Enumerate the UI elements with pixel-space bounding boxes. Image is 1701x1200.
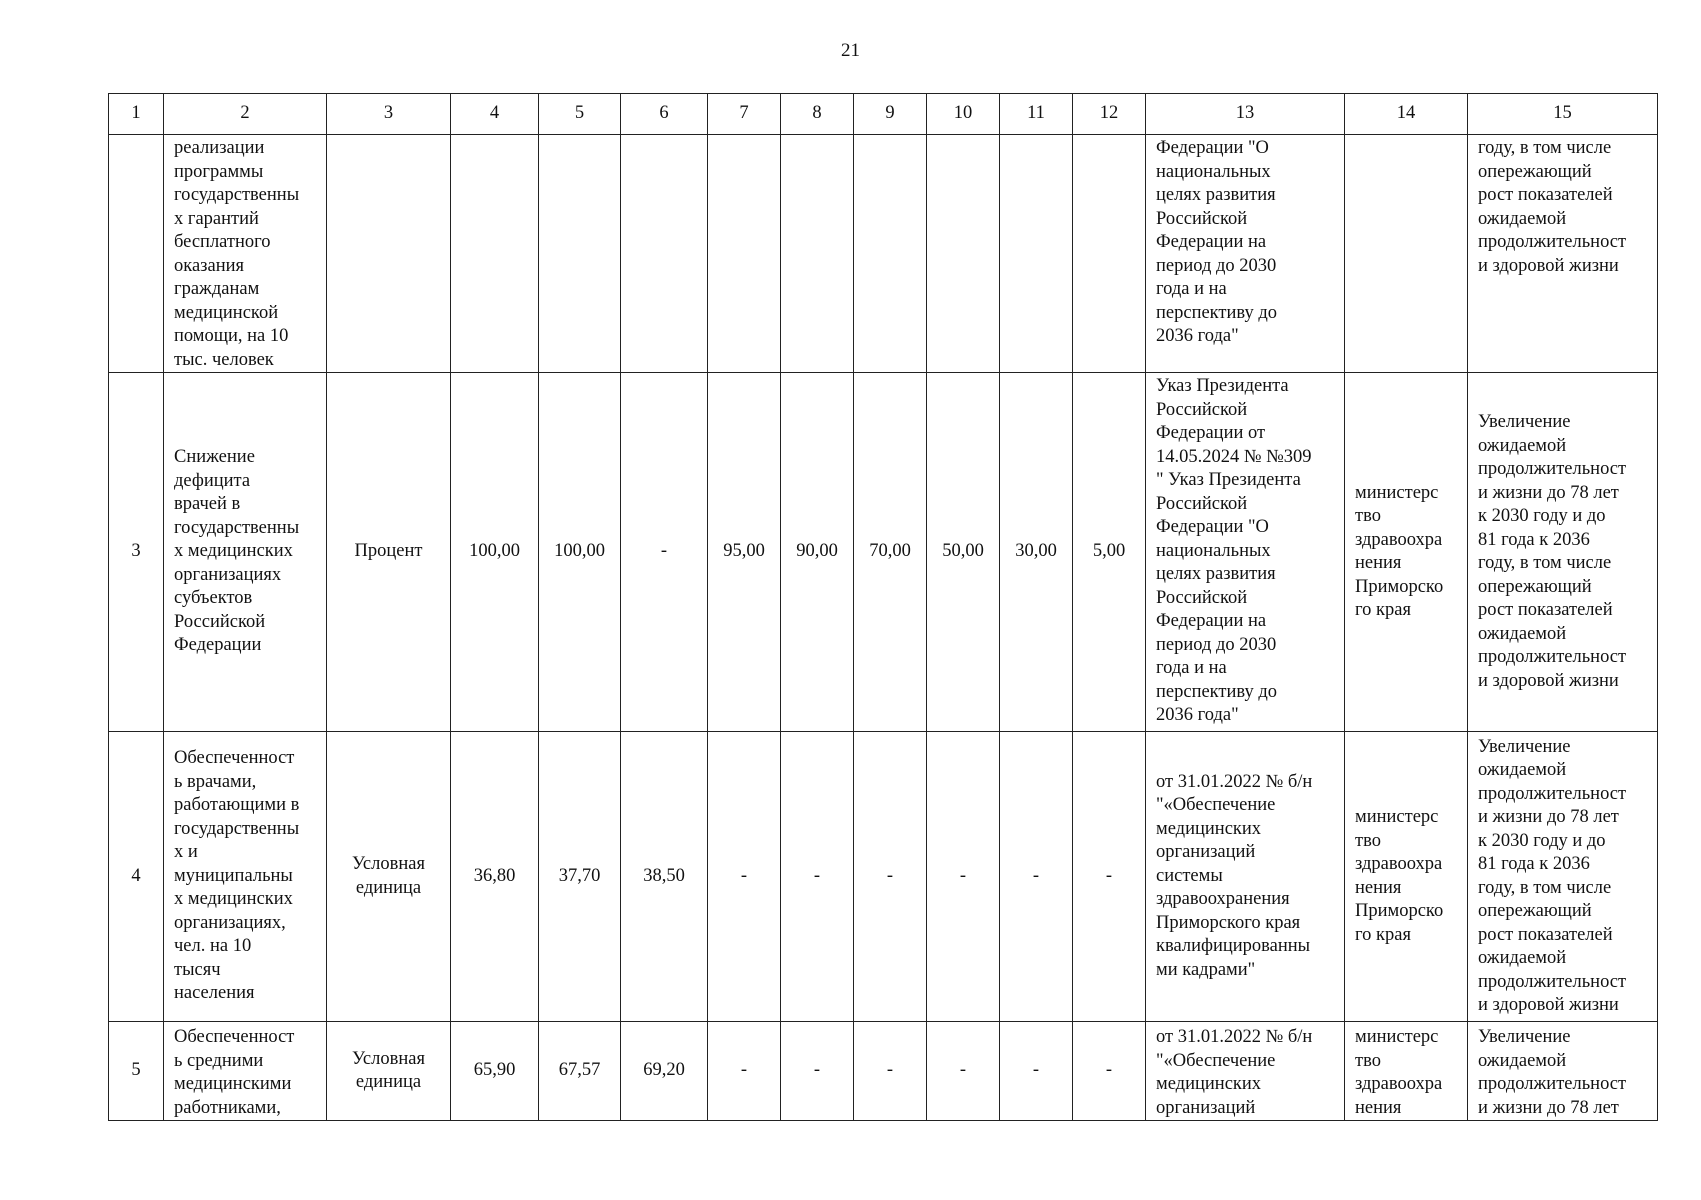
column-header: 11 <box>1000 94 1073 135</box>
column-header: 5 <box>539 94 621 135</box>
value-cell: 30,00 <box>1000 373 1073 732</box>
value-cell: 100,00 <box>451 373 539 732</box>
value-cell: - <box>927 1022 1000 1121</box>
row-number: 4 <box>109 732 164 1022</box>
table-header-row <box>109 94 1658 135</box>
column-header: 13 <box>1146 94 1345 135</box>
value-cell <box>539 135 621 373</box>
indicator-name: Обеспеченност ь средними медицинскими работниками, <box>164 1022 327 1121</box>
column-header: 15 <box>1468 94 1658 135</box>
value-cell <box>621 135 708 373</box>
column-header: 10 <box>927 94 1000 135</box>
value-cell <box>1000 135 1073 373</box>
column-header: 14 <box>1345 94 1468 135</box>
column-header: 1 <box>109 94 164 135</box>
indicator-name: реализации программы государственны х гарантий бесплатного оказания гражданам медицинской помощи, на 10 тыс. человек <box>164 135 327 373</box>
value-cell: - <box>1073 1022 1146 1121</box>
value-cell: - <box>621 373 708 732</box>
value-cell: - <box>1000 1022 1073 1121</box>
value-cell <box>854 135 927 373</box>
value-cell: 36,80 <box>451 732 539 1022</box>
value-cell: 5,00 <box>1073 373 1146 732</box>
value-cell: 70,00 <box>854 373 927 732</box>
value-cell <box>1073 135 1146 373</box>
value-cell: - <box>781 1022 854 1121</box>
table-row-5 <box>109 1022 1658 1121</box>
page-number: 21 <box>841 40 860 61</box>
national-goal-link: Увеличение ожидаемой продолжительност и жизни до 78 лет к 2030 году и до 81 года к 2036 году, в том числе опережающий рост показателей ожидаемой продолжительност и здоровой жизни <box>1468 373 1658 732</box>
responsible-body: министерс тво здравоохра нения <box>1345 1022 1468 1121</box>
indicators-table <box>108 93 1658 1121</box>
value-cell: - <box>1073 732 1146 1022</box>
value-cell: 37,70 <box>539 732 621 1022</box>
value-cell: - <box>854 1022 927 1121</box>
value-cell <box>451 135 539 373</box>
legal-basis: Федерации "О национальных целях развития Российской Федерации на период до 2030 года и на перспективу до 2036 года" <box>1146 135 1345 373</box>
responsible-body <box>1345 135 1468 373</box>
value-cell: 90,00 <box>781 373 854 732</box>
legal-basis: от 31.01.2022 № б/н "«Обеспечение медицинских организаций <box>1146 1022 1345 1121</box>
column-header: 6 <box>621 94 708 135</box>
column-header: 9 <box>854 94 927 135</box>
value-cell: 65,90 <box>451 1022 539 1121</box>
table-row-continuation <box>109 135 1658 373</box>
unit: Условная единица <box>327 1022 451 1121</box>
unit: Условная единица <box>327 732 451 1022</box>
value-cell: 67,57 <box>539 1022 621 1121</box>
row-number: 3 <box>109 373 164 732</box>
value-cell: 69,20 <box>621 1022 708 1121</box>
national-goal-link: Увеличение ожидаемой продолжительност и жизни до 78 лет <box>1468 1022 1658 1121</box>
column-header: 12 <box>1073 94 1146 135</box>
column-header: 8 <box>781 94 854 135</box>
national-goal-link: Увеличение ожидаемой продолжительност и жизни до 78 лет к 2030 году и до 81 года к 2036 году, в том числе опережающий рост показателей ожидаемой продолжительност и здоровой жизни <box>1468 732 1658 1022</box>
value-cell <box>708 135 781 373</box>
value-cell: - <box>854 732 927 1022</box>
responsible-body: министерс тво здравоохра нения Приморско го края <box>1345 373 1468 732</box>
value-cell <box>781 135 854 373</box>
value-cell: - <box>1000 732 1073 1022</box>
legal-basis: Указ Президента Российской Федерации от 14.05.2024 № №309 " Указ Президента Российской Федерации "О национальных целях развития Российской Федерации на период до 2030 года и на перспективу до 2036 года" <box>1146 373 1345 732</box>
legal-basis: от 31.01.2022 № б/н "«Обеспечение медицинских организаций системы здравоохранения Приморского края квалифицированны ми кадрами" <box>1146 732 1345 1022</box>
value-cell: - <box>927 732 1000 1022</box>
value-cell: 100,00 <box>539 373 621 732</box>
value-cell: - <box>708 732 781 1022</box>
value-cell <box>927 135 1000 373</box>
indicator-name: Обеспеченност ь врачами, работающими в государственны х и муниципальны х медицинских организациях, чел. на 10 тысяч населения <box>164 732 327 1022</box>
value-cell: - <box>781 732 854 1022</box>
value-cell: - <box>708 1022 781 1121</box>
value-cell: 38,50 <box>621 732 708 1022</box>
table-row-4 <box>109 732 1658 1022</box>
unit <box>327 135 451 373</box>
row-number <box>109 135 164 373</box>
value-cell: 50,00 <box>927 373 1000 732</box>
responsible-body: министерс тво здравоохра нения Приморско го края <box>1345 732 1468 1022</box>
indicator-name: Снижение дефицита врачей в государственны х медицинских организациях субъектов Российской Федерации <box>164 373 327 732</box>
national-goal-link: году, в том числе опережающий рост показателей ожидаемой продолжительност и здоровой жизни <box>1468 135 1658 373</box>
row-number: 5 <box>109 1022 164 1121</box>
table-row-3 <box>109 373 1658 732</box>
value-cell: 95,00 <box>708 373 781 732</box>
column-header: 4 <box>451 94 539 135</box>
column-header: 2 <box>164 94 327 135</box>
column-header: 7 <box>708 94 781 135</box>
column-header: 3 <box>327 94 451 135</box>
unit: Процент <box>327 373 451 732</box>
